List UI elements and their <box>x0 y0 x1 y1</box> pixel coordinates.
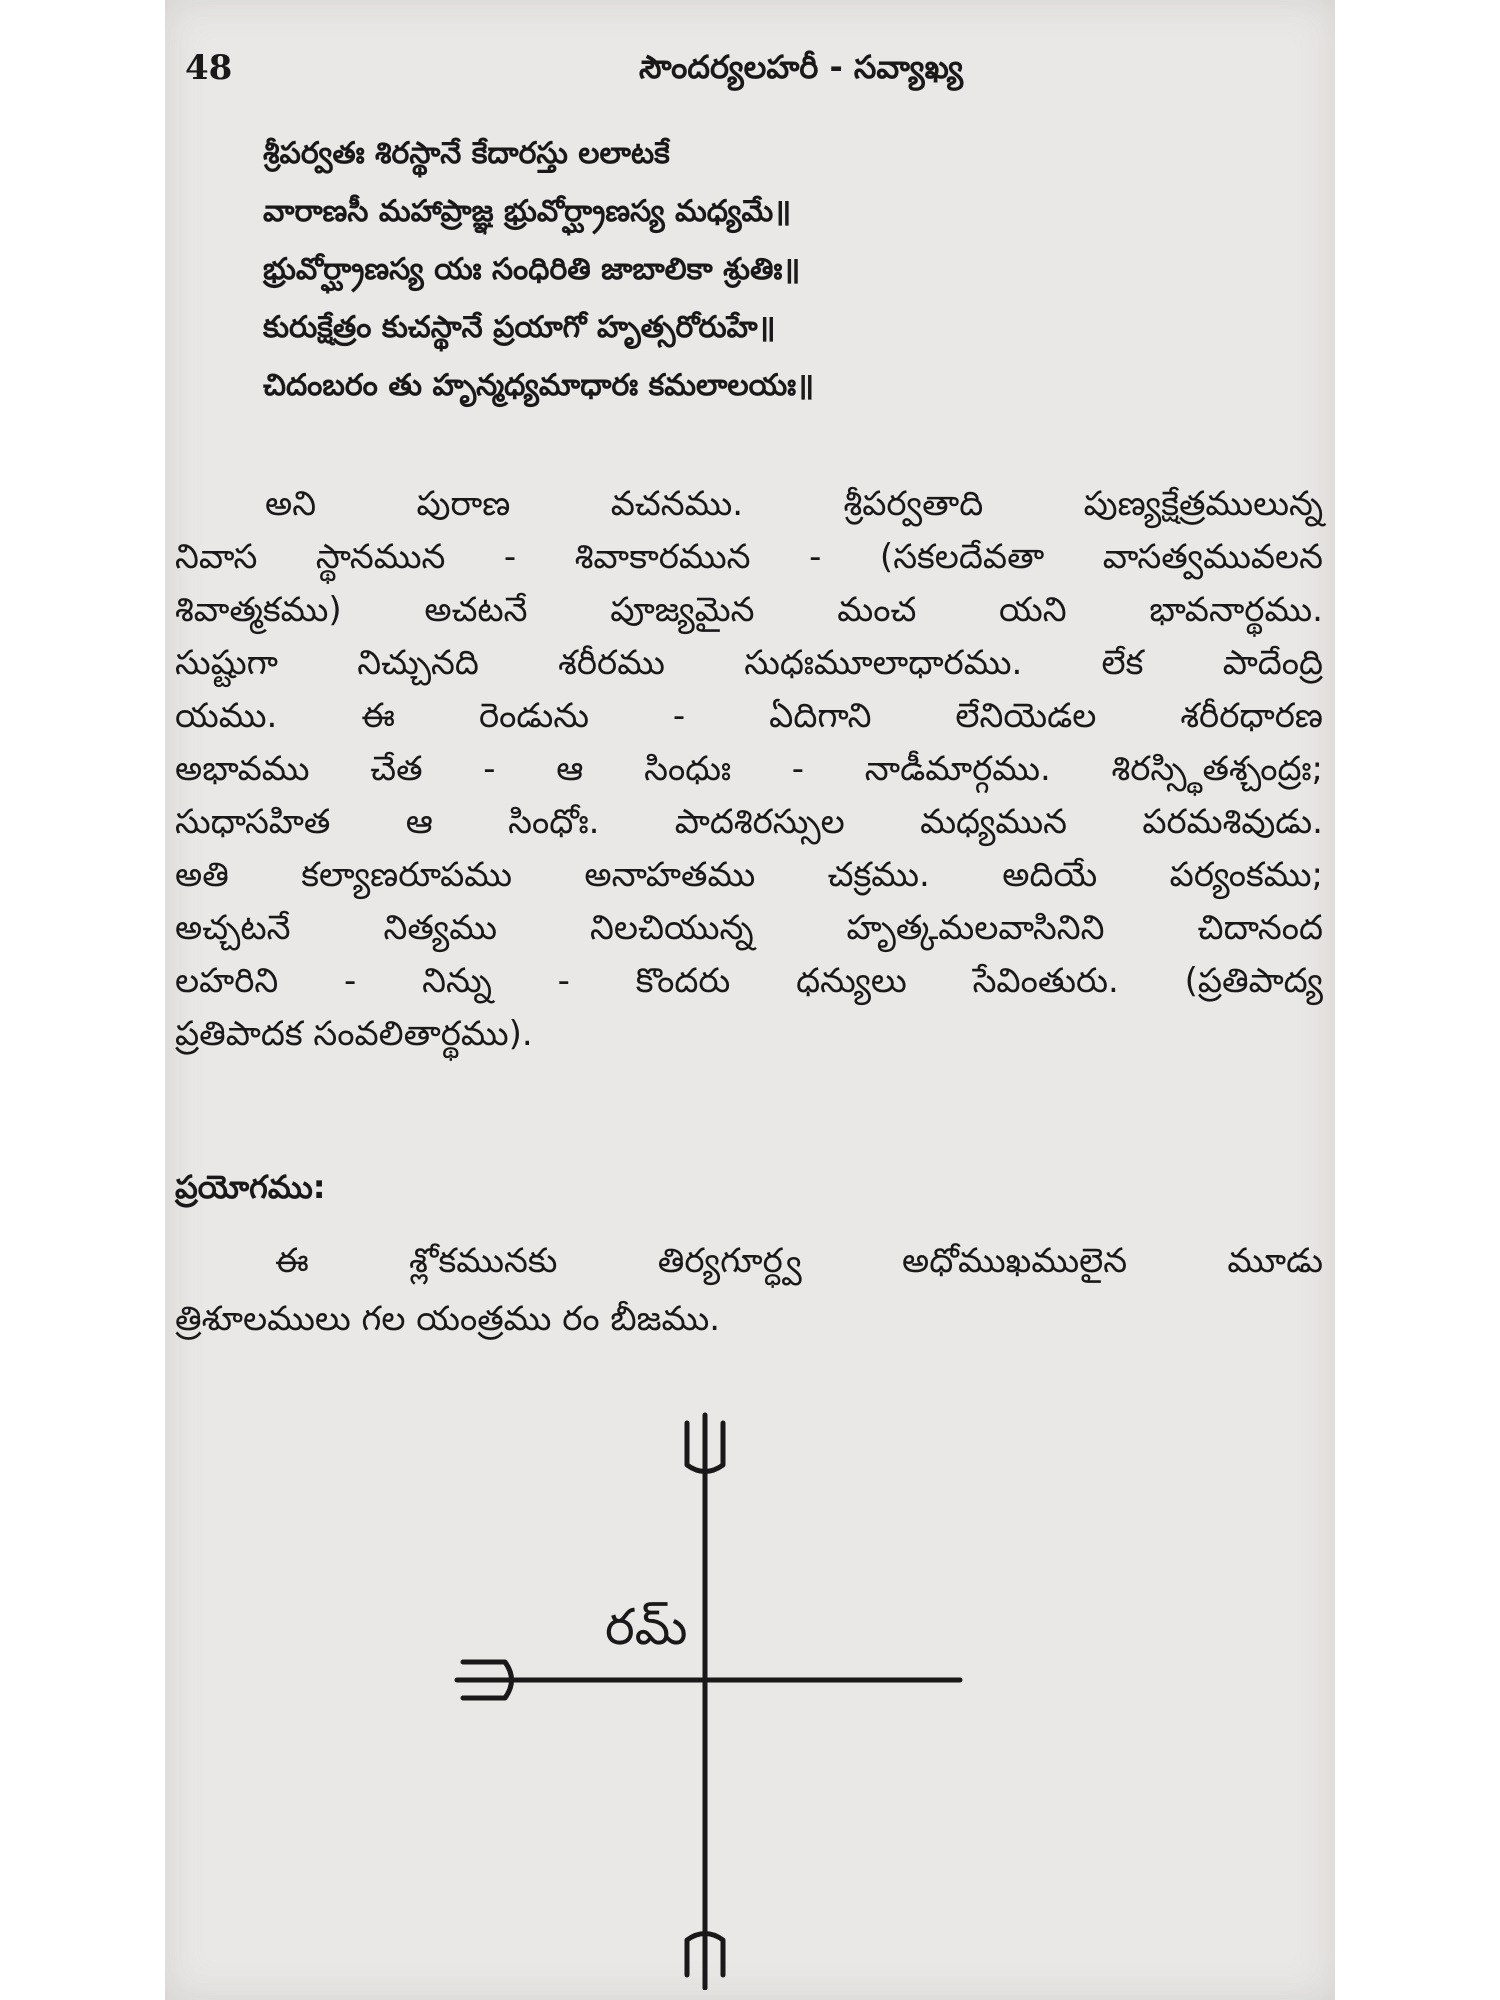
commentary-line: అచ్చటనే నిత్యము నిలచియున్న హృత్కమలవాసినిని చిదానంద <box>175 908 1323 948</box>
verse-line: కురుక్షేత్రం కుచస్థానే ప్రయాగో హృత్సరోరుహే॥ <box>263 310 776 345</box>
page-number: 48 <box>185 48 233 88</box>
trident-left <box>457 1662 513 1698</box>
page-header <box>185 48 1307 98</box>
commentary-line: యము. ఈ రెండును - ఏదిగాని లేనియెడల శరీరధారణ <box>175 696 1323 736</box>
commentary-line: లహరిని - నిన్ను - కొందరు ధన్యులు సేవింతురు. (ప్రతిపాద్య <box>175 961 1323 1001</box>
sanskrit-verse <box>263 125 1263 415</box>
bija-label: రమ్ <box>605 1598 688 1656</box>
trident-yantra-diagram <box>405 1390 1005 1990</box>
commentary-line: సుధాసహిత ఆ సింధోః. పాదశిరస్సుల మధ్యమున పరమశివుడు. <box>175 802 1323 842</box>
commentary-line: అతి కల్యాణరూపము అనాహతము చక్రము. అదియే పర్యంకము; <box>175 855 1323 895</box>
commentary-line: నివాస స్థానమున - శివాకారమున - (సకలదేవతా వాసత్వమువలన <box>175 537 1323 577</box>
usage-line: త్రిశూలములు గల యంత్రము రం బీజము. <box>175 1299 721 1339</box>
commentary-line: అని పురాణ వచనము. శ్రీపర్వతాది పుణ్యక్షేత్రములున్న <box>265 484 1323 524</box>
commentary-line: సుష్టుగా నిచ్చునది శరీరము సుధఃమూలాధారము. లేక పాదేంద్రి <box>175 643 1323 683</box>
verse-line: శ్రీపర్వతః శిరస్థానే కేదారస్తు లలాటకే <box>263 136 670 171</box>
commentary-line: ప్రతిపాదక సంవలితార్థము). <box>175 1014 533 1054</box>
book-page <box>165 0 1335 2000</box>
commentary-line: శివాత్మకము) అచటనే పూజ్యమైన మంచ యని భావనార్థము. <box>175 590 1323 630</box>
usage-paragraph <box>175 1232 1323 1348</box>
verse-line: చిదంబరం తు హృన్మధ్యమాధారః కమలాలయః॥ <box>263 368 815 403</box>
running-title: సౌందర్యలహరీ - సవ్యాఖ్య <box>638 48 964 86</box>
section-heading: ప్రయోగము: <box>175 1168 326 1206</box>
usage-line: ఈ శ్లోకమునకు తిర్యగూర్ధ్వ అధోముఖములైన మూడు <box>275 1241 1323 1281</box>
commentary-paragraph <box>175 478 1323 1061</box>
trident-up <box>687 1415 723 1472</box>
commentary-line: అభావము చేత - ఆ సింధుః - నాడీమార్గము. శిరస్స్థితశ్చంద్రః; <box>175 749 1323 789</box>
verse-line: వారాణసీ మహాప్రాజ్ఞ భ్రువోర్ఘ్రాణస్య మధ్యమే॥ <box>263 194 792 229</box>
trident-down <box>687 1930 723 1988</box>
verse-line: భ్రువోర్ఘ్రాణస్య యః సంధిరితి జాబాలికా శ్రుతిః॥ <box>263 252 801 287</box>
